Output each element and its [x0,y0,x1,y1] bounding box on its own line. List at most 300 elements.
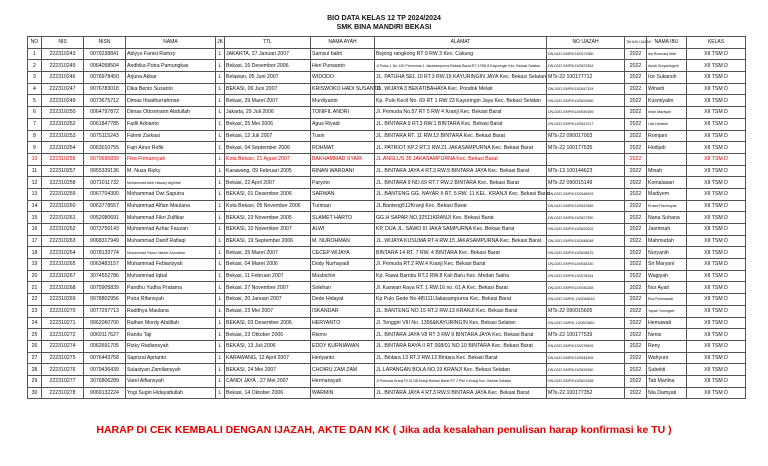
table-cell: 22 [28,294,42,306]
table-cell: Jl. Kaswari Raya RT. 1 RW.16 no. 61 A Kec. Bekasi Barat [375,282,547,294]
table-cell: Sri Maryani [647,259,687,271]
table-cell: XII TSM D [687,212,746,224]
table-row [28,177,746,189]
table-cell: 6 [28,107,42,119]
column-header: ALAMAT [375,37,547,49]
table-cell: Turiman [311,200,375,212]
column-header: NIS [42,37,84,49]
table-cell: Bekasi, 16 Desember 2006 [225,60,311,72]
table-cell: 0078133774 [84,247,126,259]
table-cell: JL. BINTARA 9 RT.3 RW.1 BINTARA Kec. Bekasi Barat [375,118,547,130]
table-row [28,270,746,282]
table-cell: L [216,364,225,376]
table-cell: XII TSM D [687,72,746,84]
table-cell [647,153,687,165]
table-cell: L [216,282,225,294]
table-row [28,224,746,236]
table-cell: L [216,352,225,364]
table-cell: XII TSM D [687,329,746,341]
table-row [28,107,746,119]
student-table [27,36,746,399]
table-cell: 14 [28,200,42,212]
table-cell: 222310275 [42,352,84,364]
table-cell: Muhammad Azhar Fauzan [126,224,216,236]
table-cell: 0079436439 [84,364,126,376]
table-cell: 2022 [625,83,647,95]
table-cell: MTs-13 100144623 [547,165,625,177]
table-cell: Dody Nurhayadi [311,259,375,271]
table-cell: JL.ANGLUS 35 JAKASAMPURNA Kec. Bekasi Barat [375,153,547,165]
table-cell: Minah [647,165,687,177]
table-cell: 2022 [625,177,647,189]
table-row [28,247,746,259]
table-cell: XII TSM D [687,352,746,364]
table-cell: Arjuna Akbar [126,72,216,84]
table-cell: TONIFIL ANDRI [311,107,375,119]
table-cell: 222310278 [42,387,84,399]
table-cell: Jl Pemuda Kranji RI 01/38 Kranji Bekasi Barat RT 2 RW 4 Kranji Kec. Bekasi Selatan [375,375,547,387]
table-row [28,364,746,376]
table-cell: 24 [28,317,42,329]
column-header: NO [28,37,42,49]
table-cell: Jl. Pemuda RT.2 RW.4 Kranji Kec. Bekasi Barat [375,259,547,271]
table-cell: JL. BINTARA JAYA V8 RT 3 RW 9 BINTARA JAYA Kec. Bekasi Barat [375,329,547,341]
table-cell: 2022 [625,48,647,60]
footer-note: HARAP DI CEK KEMBALI DENGAN IJAZAH, AKTE DAN KK ( Jika ada kesalahan penulisan harap konfirmasi ke TU ) [96,424,672,436]
table-cell: M. NUROHMAN [311,235,375,247]
table-cell: Jl Pulau 1 No 130 Perumnas 1 Jakasampurna Bekasi Barat RT 3 RW 8 Kayuringin Kec. Bekasi Selatan [375,60,547,72]
table-cell: 222310254 [42,142,84,154]
table-cell: 2022 [625,317,647,329]
table-cell: 2022 [625,142,647,154]
table-cell: Bekasi, 22 April 2007 [225,177,311,189]
table-cell: Kp Pulo Gede No.48\111\Jakasampurna Kec. Bekasi Barat [375,294,547,306]
table-cell: JL. BINTARA JAYA 4 RT.3 RW.9 BINTARA JAYA Kec. Bekasi Barat [375,165,547,177]
table-cell: JL. BINTARA RAYA II RT 008/01 NO 10 BINTARA Kec. Bekasi Barat [375,340,547,352]
table-cell: WIDODO [311,72,375,84]
table-row [28,153,746,165]
table-cell: 30 [28,387,42,399]
table-cell: 25 [28,329,42,341]
table-cell: XII TSM D [687,177,746,189]
table-cell: L [216,165,225,177]
table-cell: 2022 [625,118,647,130]
table-cell: Lilis Hartanti [647,118,687,130]
table-cell: L [216,118,225,130]
table-cell: 23 [28,305,42,317]
table-cell: JL. Bintara 13 RT.3 RW.13 Bintara Kec. Bekasi Barat [375,352,547,364]
table-cell: L [216,317,225,329]
table-cell: 10 [28,153,42,165]
table-row [28,142,746,154]
table-cell: DN-02/D-SMP/K13/0046258 [547,282,625,294]
table-cell: Samsul bahri [311,48,375,60]
table-cell: JL. BINTARA 9 NO.69 RT.7 RW.2 BINTARA Kec. Bekasi Barat [375,177,547,189]
table-cell: XII TSM D [687,95,746,107]
document-header [0,0,768,32]
column-header: KELAS [687,37,746,49]
table-cell: JL. WIJAYA 3 BEKATIBAHAYA Kec. Pondok Melati [375,83,547,95]
table-cell: XII TSM D [687,107,746,119]
table-cell: HERYANTO [311,317,375,329]
column-header: NISN [84,37,126,49]
table-cell: 2022 [625,188,647,200]
table-cell: 2022 [625,200,647,212]
table-cell: Ernani Rachmyati [647,200,687,212]
table-cell: Rismo [311,329,375,341]
table-cell: XII TSM D [687,142,746,154]
table-cell: 2022 [625,364,647,376]
table-cell: Asiah Suryaningsih [647,60,687,72]
table-cell: 3076806289 [84,375,126,387]
table-cell: L [216,224,225,236]
table-cell: MTs-22 100177712 [547,72,625,84]
table-cell: XII TSM D [687,83,746,95]
table-cell: 222310249 [42,95,84,107]
table-cell: L [216,83,225,95]
table-cell: Heri Purwanto [311,60,375,72]
table-cell: L [216,247,225,259]
table-cell: 0075115243 [84,130,126,142]
table-cell: DN-02/D-SMP/K13/0521058 [547,375,625,387]
column-header: TTL [225,37,311,49]
table-cell: 2022 [625,282,647,294]
table-cell: Rizky Radiansyah [126,340,216,352]
table-row [28,294,746,306]
table-cell: Mohammad Dwi Saputra [126,188,216,200]
table-cell: Subekti [647,364,687,376]
table-cell: Bekasi, 25 Maret 2007 [225,247,311,259]
table-cell: L [216,130,225,142]
table-cell: 0052080691 [84,212,126,224]
table-cell: Muhammad Iqbal [126,270,216,282]
table-cell: Fahmi Zarkasi [126,130,216,142]
table-cell: JAKARTA, 27 Januari 2007 [225,48,311,60]
table-cell: JL. BINTARA JAYA 4 RT.3 RW.9 BINTARA JAYA Kec. Bekasi Barat [375,387,547,399]
table-cell: 0077297713 [84,305,126,317]
column-header: TAHUN IJAZAH [625,37,647,49]
table-cell: Putra Rifansyah [126,294,216,306]
table-cell: L [216,200,225,212]
table-row [28,83,746,95]
table-cell: XII TSM D [687,317,746,329]
table-cell: 0075905839 [84,282,126,294]
table-cell: Yayah Yuningsih [647,305,687,317]
table-cell: 2022 [625,72,647,84]
table-cell: 2022 [625,259,647,271]
table-cell: KARAWANG, 12 April 2007 [225,352,311,364]
table-cell: Fadli Adrianto [126,118,216,130]
table-cell: Hodijah [647,142,687,154]
table-cell: BAKHAMMAD SYAIR [311,153,375,165]
table-cell: Jasminah [647,224,687,236]
table-cell: 2022 [625,387,647,399]
table-cell: 2022 [625,235,647,247]
table-row [28,317,746,329]
table-cell: Varel Alfiansyah [126,375,216,387]
table-cell: 0063483157 [84,259,126,271]
table-cell: Tati Marlina [647,375,687,387]
table-cell: Mahmudah [647,235,687,247]
table-cell: 222310277 [42,375,84,387]
table-cell: BEKASI, 03 Desember 2006 [225,317,311,329]
table-cell: 0079695839 [84,153,126,165]
table-cell: SARWAN [311,188,375,200]
table-cell: 20 [28,270,42,282]
table-cell: 0064797872 [84,107,126,119]
table-cell: 2022 [625,153,647,165]
table-cell: Kota Bekasi, 05 November 2006 [225,200,311,212]
table-cell: BEKASI, 19 September 2006 [225,235,311,247]
table-header-row [28,37,746,49]
document-title: BIO DATA KELAS 12 TP 2024/2024 [327,15,441,22]
table-cell: 222310258 [42,177,84,189]
table-cell: XII TSM D [687,282,746,294]
table-cell: Solehan [311,282,375,294]
table-cell: Tusin [311,130,375,142]
table-row [28,375,746,387]
table-cell: XII TSM D [687,165,746,177]
table-cell: 2022 [625,224,647,236]
table-cell: DN-02/D-SMP/K13/0548048 [547,235,625,247]
table-cell: 0055339136 [84,165,126,177]
table-cell: BEKASI, 24 Mei 2007 [225,364,311,376]
table-cell: Bekasi, 04 September 2006 [225,142,311,154]
table-cell: 2022 [625,130,647,142]
table-cell: Eka Rohmawati [647,294,687,306]
table-cell: DN-02/D-SMP/K13/0520529 [547,224,625,236]
table-cell: Bekasi, 27 November 2007 [225,282,311,294]
table-cell: DN-02/D-SMP/K13/0548093 [547,188,625,200]
table-cell: Bekasi, 29 Maret 2007 [225,95,311,107]
table-row [28,118,746,130]
table-cell: 2022 [625,60,647,72]
table-row [28,305,746,317]
table-cell: Raihan Mordy Abdillah [126,317,216,329]
table-row [28,200,746,212]
table-cell: 8 [28,130,42,142]
table-cell: L [216,375,225,387]
column-header: NAMA [126,37,216,49]
table-row [28,48,746,60]
table-cell: Belawan, 05 Juni 2007 [225,72,311,84]
table-cell: M. Nusa Rizky [126,165,216,177]
table-cell: Muhammad Danif Rafiaqi [126,235,216,247]
table-cell: XII TSM D [687,188,746,200]
table-cell: 26 [28,340,42,352]
table-cell: 222310255 [42,153,84,165]
table-cell: SLAMET HARTO [311,212,375,224]
table-cell: 0076978450 [84,72,126,84]
table-row [28,282,746,294]
table-cell: 21 [28,282,42,294]
table-cell: 0064058504 [84,60,126,72]
table-cell: ISKANDAR [311,305,375,317]
table-cell: 222310245 [42,60,84,72]
table-cell: Bekasi, 20 Januari 2007 [225,294,311,306]
table-cell: 222310269 [42,294,84,306]
table-cell: Agus Riyadi [311,118,375,130]
table-cell: Nana Suhana [647,212,687,224]
table-cell: 222310267 [42,270,84,282]
table-cell: 222310253 [42,130,84,142]
table-cell: DN-02/D-SMP/K13/0548330 [547,259,625,271]
table-body [28,48,746,399]
table-cell: BINTARA 14 RT. 7 RW. 4 BINTARA Kec. Bekasi Barat [375,247,547,259]
table-cell: CANDI JAYA , 27 Mei 2007 [225,375,311,387]
table-cell: 2022 [625,247,647,259]
table-cell: Romjani [647,130,687,142]
table-cell: ALWI [311,224,375,236]
table-cell: Jl. Pemuda No.57 RT 5 RW 4 Kranji Kec. Bekasi Barat [375,107,547,119]
table-cell: Murdiyanto [311,95,375,107]
table-cell: XII TSM D [687,235,746,247]
table-cell: CHOIRU ZAM ZAM [311,364,375,376]
table-cell: L [216,142,225,154]
table-cell: L [216,153,225,165]
table-cell: 3 [28,72,42,84]
table-cell: Fajri Ainur Rofik [126,142,216,154]
table-cell: 1 [28,48,42,60]
table-cell: JL. BINTARA RT. 11 RW.12 BINTARA Kec. Bekasi Barat [375,130,547,142]
table-cell: L [216,305,225,317]
table-cell: L [216,270,225,282]
table-cell: BEKASI, 13 Juli 2006 [225,340,311,352]
table-cell: 0062691705 [84,340,126,352]
column-header: JK [216,37,225,49]
table-cell: 0069132224 [84,387,126,399]
table-cell: DN-02/D-SMP/K13/0526875 [547,247,625,259]
table-cell: XII TSM D [687,153,746,165]
table-cell: JL. PATRIOT KP.2 RT.3 RW.21 JAKASAMPURNA Kec. Bekasi Barat [375,142,547,154]
table-row [28,165,746,177]
table-cell: 2022 [625,340,647,352]
table-cell: L [216,48,225,60]
table-cell: L [216,235,225,247]
table-cell: Nia Damyati [647,387,687,399]
table-cell: DN-02/D-SMP/K13/0076626 [547,340,625,352]
table-cell: Dimas Ottosmann Abdullah [126,107,216,119]
table-cell: 2022 [625,305,647,317]
table-cell: 0063778557 [84,200,126,212]
table-cell: 0069117627 [84,329,126,341]
table-cell: 15 [28,212,42,224]
table-cell: 29 [28,375,42,387]
table-cell: JL. BANTENG GG. NAYAR II RT. 5 RW. 11 KEL. KRANJI Kec. Bekasi Barat [375,188,547,200]
table-cell: DN-02/D-SMP/K13/0524560 [547,95,625,107]
table-cell: DN-02/D-SMP/K13/0071580 [547,48,625,60]
table-row [28,95,746,107]
table-row [28,340,746,352]
table-row [28,72,746,84]
table-cell: 19 [28,259,42,271]
table-cell: L [216,188,225,200]
table-cell: Musbichin [311,270,375,282]
table-cell: 28 [28,364,42,376]
table-cell: Wahyuni [647,352,687,364]
table-row [28,235,746,247]
table-row [28,130,746,142]
table-cell: 222310265 [42,259,84,271]
table-cell: Kusmiyatin [647,95,687,107]
table-cell: 27 [28,352,42,364]
table-cell: Jakarta, 29 Juli 2006 [225,107,311,119]
table-cell: DN-02/D-SMP/K13/0527350 [547,212,625,224]
table-cell: 18 [28,247,42,259]
table-cell: Winarti [647,83,687,95]
table-cell: MTs-22 100177352 [547,387,625,399]
table-cell: Kota Bekasi, 21 Agust 2007 [225,153,311,165]
table-cell: 222310274 [42,340,84,352]
table-cell: L [216,294,225,306]
table-cell: DN-02/D-SMP/K13/0549305 [547,352,625,364]
table-cell: 222310246 [42,72,84,84]
table-cell: 2 [28,60,42,72]
table-cell: L [216,60,225,72]
table-cell: 4 [28,83,42,95]
table-cell: JL. PATUHA SEL 10 RT.3 RW.15 KAYURINGIN JAYA Kec. Bekasi Selatan [375,72,547,84]
table-cell: L [216,177,225,189]
table-cell: Hemawati [647,317,687,329]
table-cell: Karawang, 09 Februari 2005 [225,165,311,177]
table-cell: 0061847785 [84,118,126,130]
table-cell: L [216,340,225,352]
table-cell [547,153,625,165]
table-cell: Bekasi, 23 Oktober 2006 [225,329,311,341]
table-row [28,60,746,72]
table-cell: Randu Taji [126,329,216,341]
table-cell: WARMIN [311,387,375,399]
column-header: NAMA IBU [647,37,687,49]
table-cell: MTs-22 090015149 [547,177,625,189]
table-cell: 222310272 [42,329,84,341]
table-cell: Reny [647,340,687,352]
table-cell: 222310243 [42,48,84,60]
table-cell: MTs-22 100177539 [547,329,625,341]
table-cell: Madiyem [647,188,687,200]
table-cell: 0073756143 [84,224,126,236]
table-cell: Dika Bento Susanto [126,83,216,95]
table-cell: XII TSM D [687,305,746,317]
table-cell: Muhammad Alfian Maulana [126,200,216,212]
table-cell: L [216,212,225,224]
table-cell: 0076783018 [84,83,126,95]
table-cell: Bekasi, 25 Mei 2006 [225,118,311,130]
table-cell: Andhika Putra Pamungkas [126,60,216,72]
table-cell: Bekasi, 23 Mei 2007 [225,305,311,317]
table-cell: Kp. Rawa Bambu RT.2 RW.8 Kali Baru Kec. Medan Satria [375,270,547,282]
table-cell: Dede Hidayat [311,294,375,306]
table-row [28,259,746,271]
table-cell: JL. BANTENG NO.15 RT.2 RW.13 KRANJI Kec. Bekasi Barat [375,305,547,317]
table-cell: 0076443758 [84,352,126,364]
table-cell: 222310250 [42,107,84,119]
table-cell: DN-02/D-SMP/K13/0547689 [547,200,625,212]
table-cell: Dimas Ihsathurrahman [126,95,216,107]
table-cell: Muhammad Fikri Zulfikar [126,212,216,224]
table-cell: Paryoto [311,177,375,189]
table-cell: Nuryanih [647,247,687,259]
table-cell: 7 [28,118,42,130]
table-cell: 5 [28,95,42,107]
table-cell: Saprizal Aprianto [126,352,216,364]
table-cell: Heriyanto [311,352,375,364]
table-cell: 0078802956 [84,294,126,306]
table-cell: BEKASI, 23 November 2005 [225,212,311,224]
table-cell: L [216,329,225,341]
table-cell: 0068317949 [84,235,126,247]
table-row [28,352,746,364]
